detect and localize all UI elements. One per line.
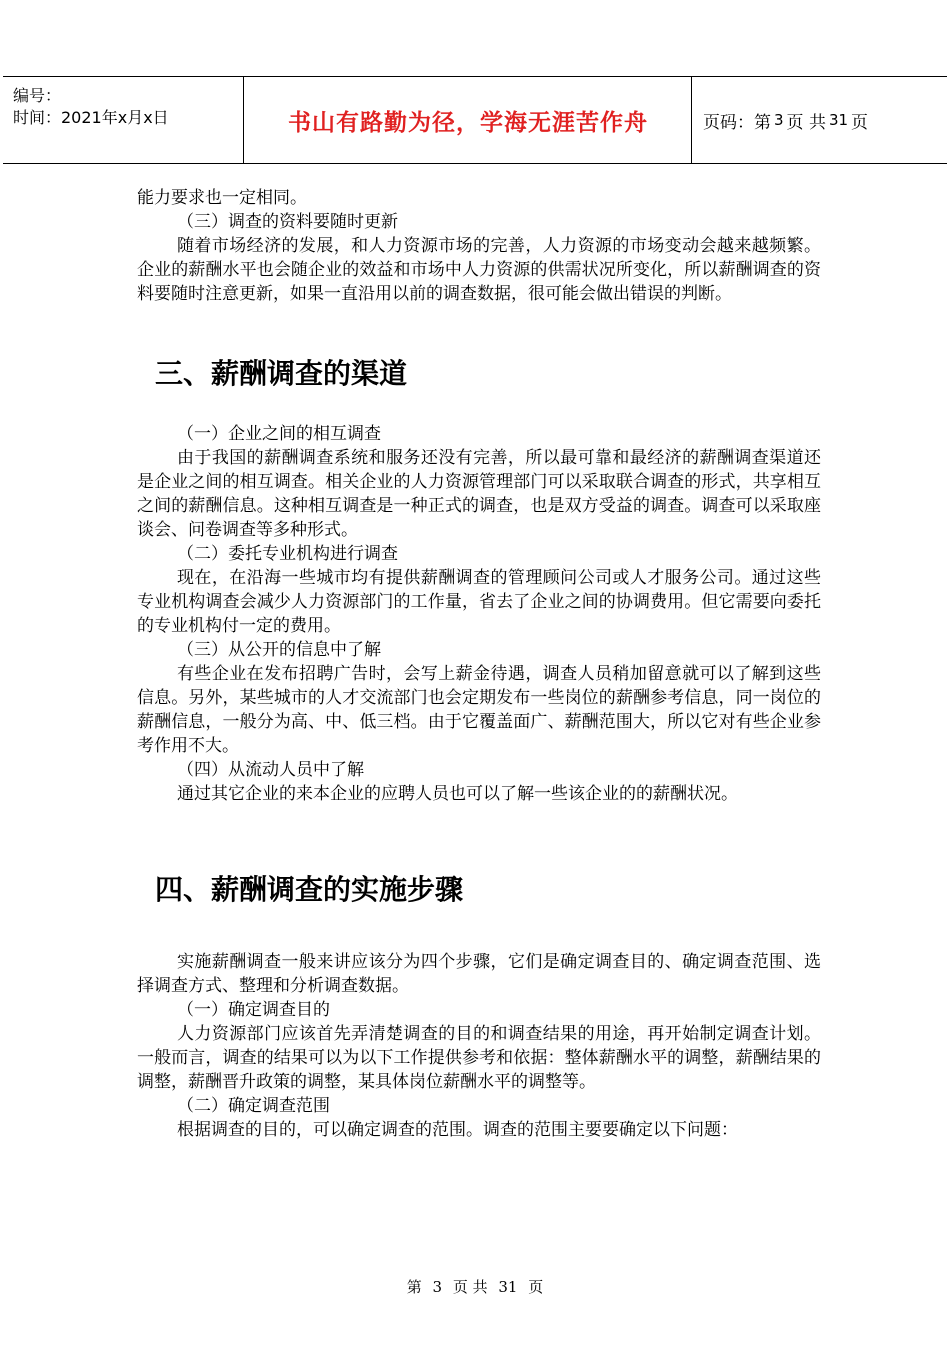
subheading: （一）企业之间的相互调查 xyxy=(177,424,381,444)
footer-current-page: 3 xyxy=(432,1278,443,1296)
header-page-info xyxy=(703,77,943,163)
document-header xyxy=(3,76,947,164)
document-body xyxy=(137,186,821,1142)
paragraph: 随着市场经济的发展，和人力资源市场的完善，人力资源的市场变动会越来越频繁。企业的薪酬水平也会随企业的效益和市场中人力资源的供需状况所变化，所以薪酬调查的资料要随时注意更新，如果一直沿用以前的调查数据，很可能会做出错误的判断。 xyxy=(137,236,821,304)
page-prefix: 页码：第 xyxy=(703,112,771,133)
subheading: （三）从公开的信息中了解 xyxy=(177,640,381,660)
page-footer xyxy=(0,1276,950,1297)
subheading: （三）调查的资料要随时更新 xyxy=(177,212,398,232)
paragraph: 由于我国的薪酬调查系统和服务还没有完善，所以最可靠和最经济的薪酬调查渠道还是企业之间的相互调查。相关企业的人力资源管理部门可以采取联合调查的形式，共享相互之间的薪酬信息。这种相互调查是一种正式的调查，也是双方受益的调查。调查可以采取座谈会、问卷调查等多种形式。 xyxy=(137,448,821,540)
paragraph: 有些企业在发布招聘广告时，会写上薪金待遇，调查人员稍加留意就可以了解到这些信息。另外，某些城市的人才交流部门也会定期发布一些岗位的薪酬参考信息，同一岗位的薪酬信息，一般分为高、中、低三档。由于它覆盖面广、薪酬范围大，所以它对有些企业参考作用不大。 xyxy=(137,664,821,756)
paragraph: 实施薪酬调查一般来讲应该分为四个步骤，它们是确定调查目的、确定调查范围、选择调查方式、整理和分析调查数据。 xyxy=(137,952,821,996)
page-mid: 页 共 xyxy=(786,112,826,133)
footer-total-pages: 31 xyxy=(498,1278,518,1296)
paragraph: 现在，在沿海一些城市均有提供薪酬调查的管理顾问公司或人才服务公司。通过这些专业机构调查会减少人力资源部门的工作量，省去了企业之间的协调费用。但它需要向委托的专业机构付一定的费用。 xyxy=(137,568,821,636)
page-total: 31 xyxy=(828,111,849,129)
time-label: 时间：2021年x月x日 xyxy=(13,108,169,127)
section-heading: 四、薪酬调查的实施步骤 xyxy=(155,873,464,906)
paragraph: 通过其它企业的来本企业的应聘人员也可以了解一些该企业的的薪酬状况。 xyxy=(177,784,738,804)
subheading: （四）从流动人员中了解 xyxy=(177,760,364,780)
page-current: 3 xyxy=(774,111,784,129)
footer-mid: 页 共 xyxy=(452,1278,488,1296)
number-label: 编号： xyxy=(13,86,62,105)
paragraph: 人力资源部门应该首先弄清楚调查的目的和调查结果的用途，再开始制定调查计划。一般而言，调查的结果可以为以下工作提供参考和依据：整体薪酬水平的调整，薪酬结果的调整，薪酬晋升政策的调整，某具体岗位薪酬水平的调整等。 xyxy=(137,1024,821,1092)
header-meta xyxy=(13,85,243,129)
subheading: （二）确定调查范围 xyxy=(177,1096,330,1116)
footer-prefix: 第 xyxy=(406,1278,422,1296)
paragraph: 能力要求也一定相同。 xyxy=(137,188,307,208)
page-suffix: 页 xyxy=(851,112,869,133)
subheading: （一）确定调查目的 xyxy=(177,1000,330,1020)
paragraph: 根据调查的目的，可以确定调查的范围。调查的范围主要要确定以下问题： xyxy=(177,1120,738,1140)
footer-suffix: 页 xyxy=(528,1278,544,1296)
subheading: （二）委托专业机构进行调查 xyxy=(177,544,398,564)
section-heading: 三、薪酬调查的渠道 xyxy=(155,357,408,390)
header-motto: 书山有路勤为径，学海无涯苦作舟 xyxy=(288,109,648,136)
